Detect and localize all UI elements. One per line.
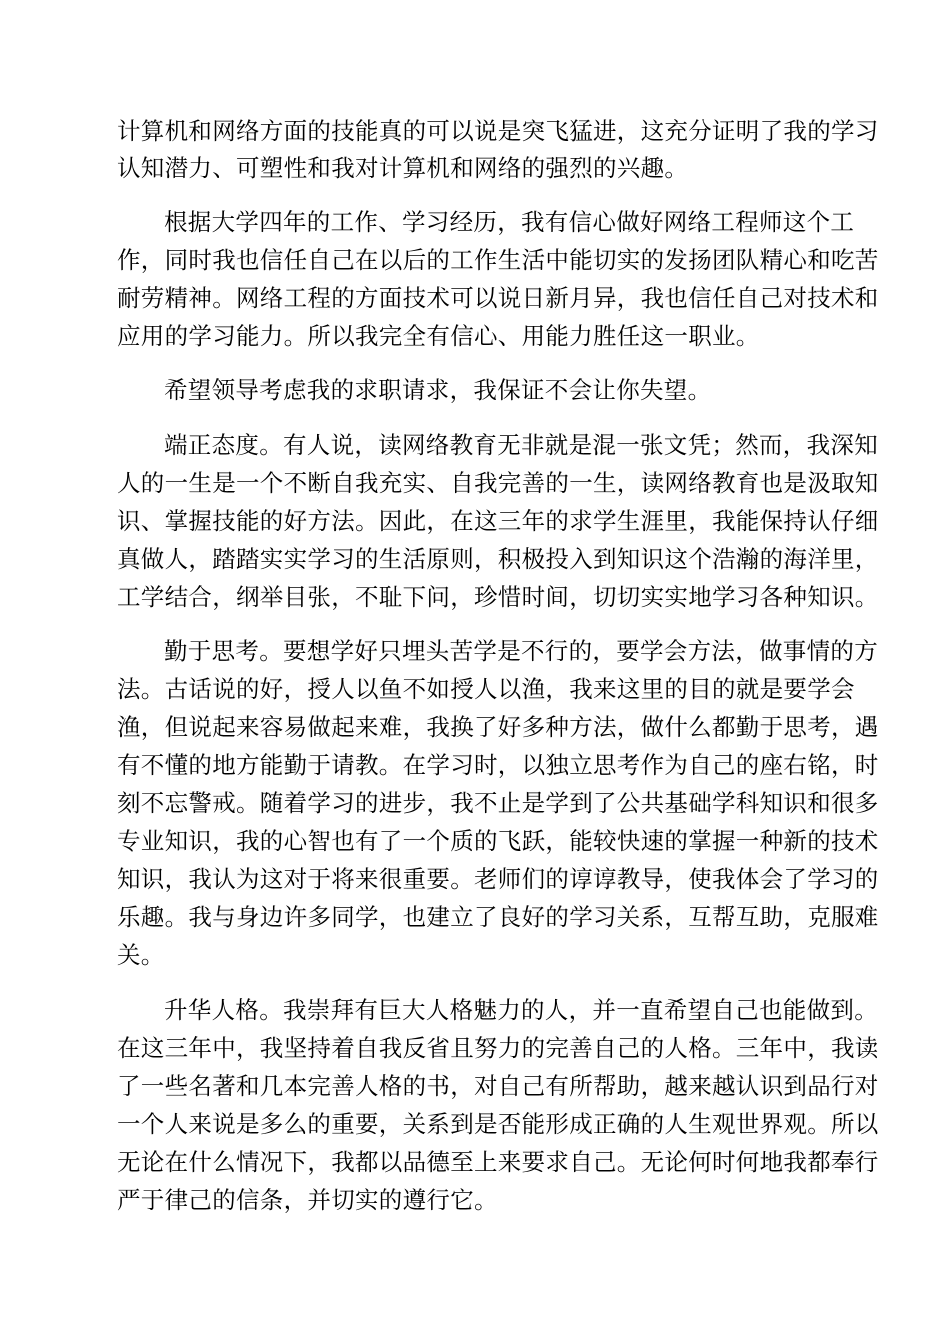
text-line: 真做人，踏踏实实学习的生活原则，积极投入到知识这个浩瀚的海洋里， (117, 545, 879, 573)
text-line: 工学结合，纲举目张，不耻下问，珍惜时间，切切实实地学习各种知识。 (117, 583, 879, 611)
text-line: 乐趣。我与身边许多同学，也建立了良好的学习关系，互帮互助，克服难 (117, 903, 879, 931)
text-line: 认知潜力、可塑性和我对计算机和网络的强烈的兴趣。 (117, 154, 689, 182)
text-line: 严于律己的信条，并切实的遵行它。 (117, 1186, 498, 1214)
text-line: 渔，但说起来容易做起来难，我换了好多种方法，做什么都勤于思考，遇 (117, 713, 879, 741)
text-line: 专业知识，我的心智也有了一个质的飞跃，能较快速的掌握一种新的技术 (117, 827, 879, 855)
text-line: 刻不忘警戒。随着学习的进步，我不止是学到了公共基础学科知识和很多 (117, 789, 879, 817)
text-line: 知识，我认为这对于将来很重要。老师们的谆谆教导，使我体会了学习的 (117, 865, 879, 893)
text-line: 了一些名著和几本完善人格的书，对自己有所帮助，越来越认识到品行对 (117, 1072, 879, 1100)
text-line: 耐劳精神。网络工程的方面技术可以说日新月异，我也信任自己对技术和 (117, 284, 879, 312)
text-line: 有不懂的地方能勤于请教。在学习时，以独立思考作为自己的座右铭，时 (117, 751, 879, 779)
text-line: 识、掌握技能的好方法。因此，在这三年的求学生涯里，我能保持认仔细 (117, 507, 879, 535)
text-line: 一个人来说是多么的重要，关系到是否能形成正确的人生观世界观。所以 (117, 1110, 879, 1138)
text-line: 升华人格。我崇拜有巨大人格魅力的人，并一直希望自己也能做到。 (164, 996, 878, 1024)
text-line: 勤于思考。要想学好只埋头苦学是不行的，要学会方法，做事情的方 (164, 637, 878, 665)
text-line: 作，同时我也信任自己在以后的工作生活中能切实的发扬团队精心和吃苦 (117, 246, 879, 274)
text-line: 在这三年中，我坚持着自我反省且努力的完善自己的人格。三年中，我读 (117, 1034, 879, 1062)
text-line: 端正态度。有人说，读网络教育无非就是混一张文凭；然而，我深知 (164, 431, 878, 459)
text-line: 人的一生是一个不断自我充实、自我完善的一生，读网络教育也是汲取知 (117, 469, 879, 497)
text-line: 计算机和网络方面的技能真的可以说是突飞猛进，这充分证明了我的学习 (117, 117, 879, 145)
text-line: 无论在什么情况下，我都以品德至上来要求自己。无论何时何地我都奉行 (117, 1148, 879, 1176)
text-line: 应用的学习能力。所以我完全有信心、用能力胜任这一职业。 (117, 322, 760, 350)
text-line: 希望领导考虑我的求职请求，我保证不会让你失望。 (164, 376, 712, 404)
text-line: 根据大学四年的工作、学习经历，我有信心做好网络工程师这个工 (164, 208, 855, 236)
text-line: 法。古话说的好，授人以鱼不如授人以渔，我来这里的目的就是要学会 (117, 675, 855, 703)
text-line: 关。 (117, 941, 165, 969)
